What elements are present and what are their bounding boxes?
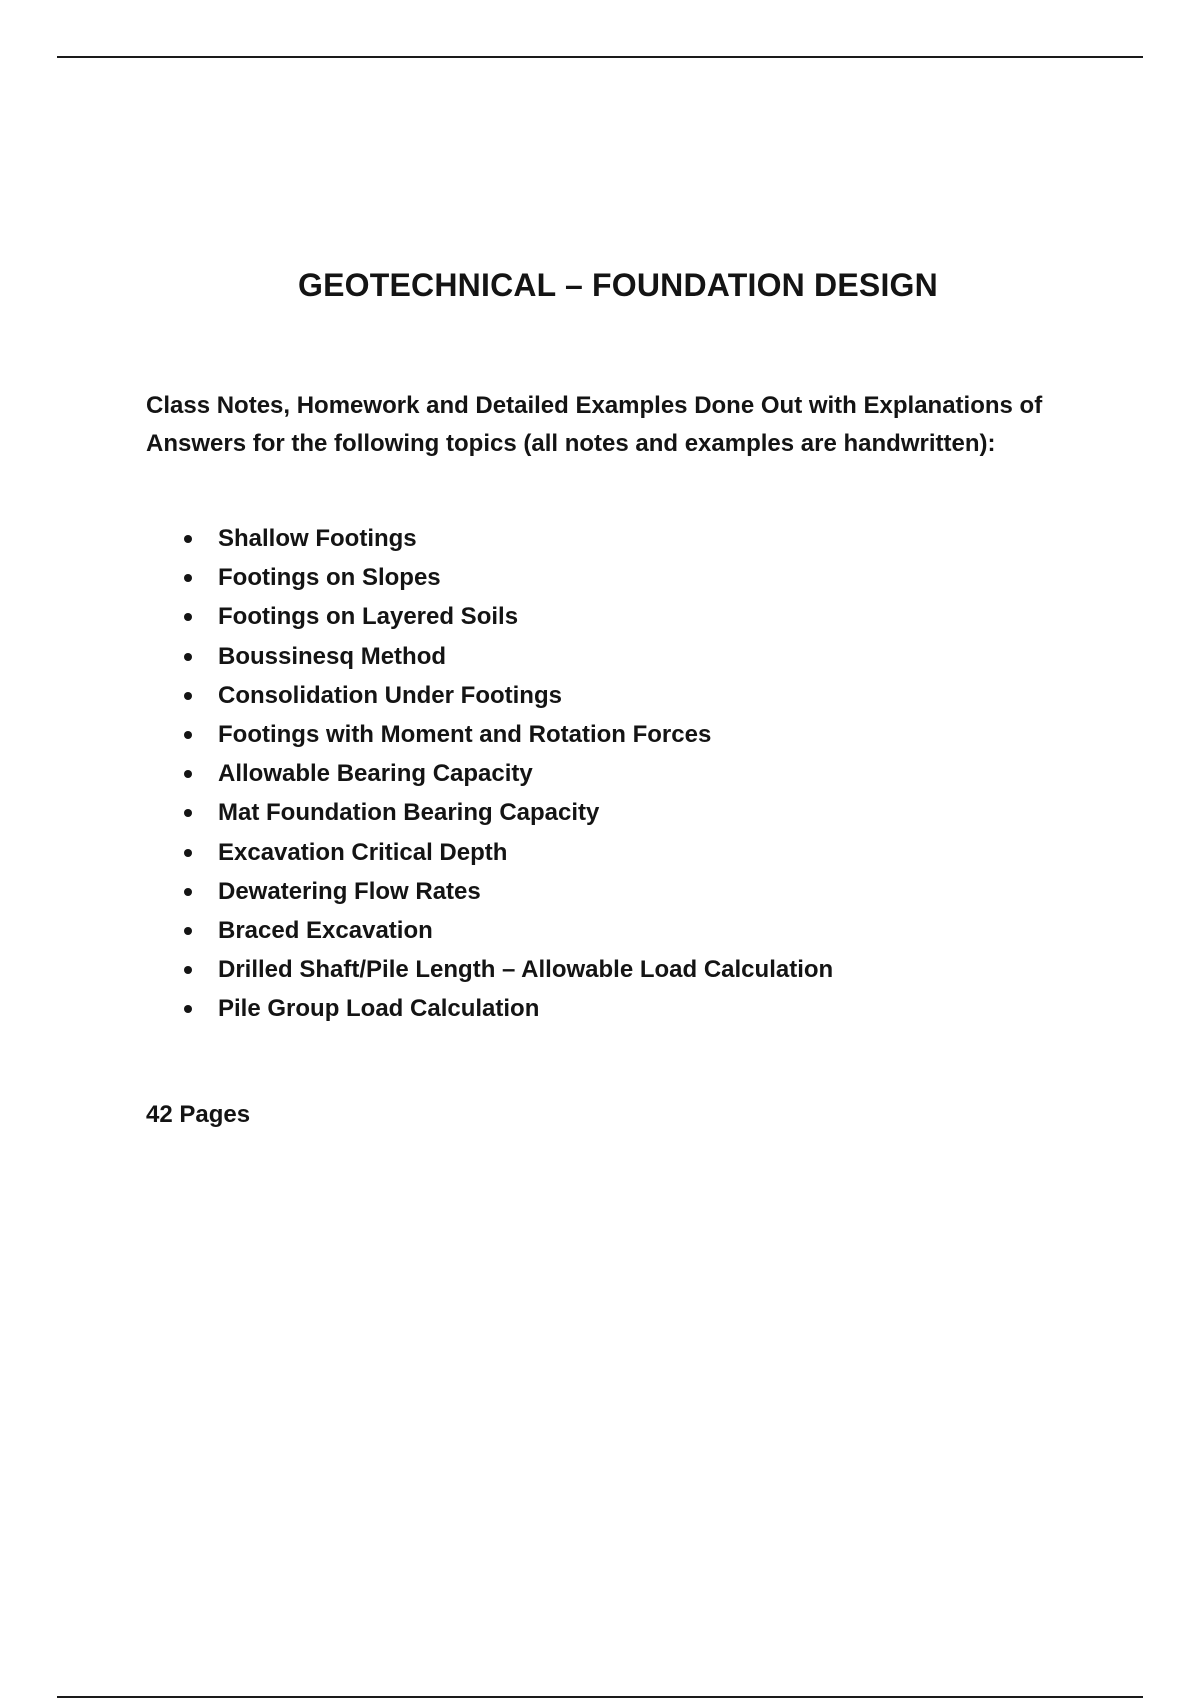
topic-label: Braced Excavation (218, 916, 433, 944)
document-title: GEOTECHNICAL – FOUNDATION DESIGN (298, 267, 938, 303)
bullet-icon (184, 927, 192, 935)
bullet-icon (184, 849, 192, 857)
bullet-icon (184, 574, 192, 582)
topic-item (146, 676, 1086, 715)
page-count: 42 Pages (146, 1101, 251, 1128)
bullet-icon (184, 613, 192, 621)
intro-paragraph: Class Notes, Homework and Detailed Examples Done Out with Explanations of Answers for the following topics (all notes and examples are handwritten): (146, 392, 1043, 457)
topic-item (146, 911, 1086, 950)
topic-item (146, 989, 1086, 1028)
topic-label: Drilled Shaft/Pile Length – Allowable Load Calculation (218, 956, 834, 984)
topic-label: Excavation Critical Depth (218, 838, 508, 866)
bullet-icon (184, 770, 192, 778)
bullet-icon (184, 1005, 192, 1013)
bullet-icon (184, 692, 192, 700)
topic-item (146, 558, 1086, 597)
topic-label: Shallow Footings (218, 525, 417, 552)
topic-label: Footings on Layered Soils (218, 603, 519, 631)
bullet-icon (184, 653, 192, 661)
topic-item (146, 793, 1086, 832)
topic-item (146, 519, 1086, 558)
bullet-icon (184, 731, 192, 739)
topic-label: Footings with Moment and Rotation Forces (218, 720, 712, 748)
topic-label: Pile Group Load Calculation (218, 995, 540, 1023)
topic-item (146, 754, 1086, 793)
topic-label: Allowable Bearing Capacity (218, 760, 533, 788)
topic-item (146, 597, 1086, 636)
topic-list (146, 519, 1086, 1028)
topic-label: Consolidation Under Footings (218, 681, 562, 709)
bottom-rule (57, 1696, 1143, 1698)
topic-item (146, 637, 1086, 676)
topic-item (146, 715, 1086, 754)
topic-label: Boussinesq Method (218, 642, 447, 670)
topic-item (146, 833, 1086, 872)
bullet-icon (184, 888, 192, 896)
bullet-icon (184, 809, 192, 817)
topic-label: Mat Foundation Bearing Capacity (218, 799, 600, 827)
topic-label: Footings on Slopes (218, 564, 441, 592)
topic-item (146, 872, 1086, 911)
topic-label: Dewatering Flow Rates (218, 877, 481, 905)
top-rule (57, 56, 1143, 58)
bullet-icon (184, 966, 192, 974)
topic-item (146, 950, 1086, 989)
bullet-icon (184, 535, 192, 543)
